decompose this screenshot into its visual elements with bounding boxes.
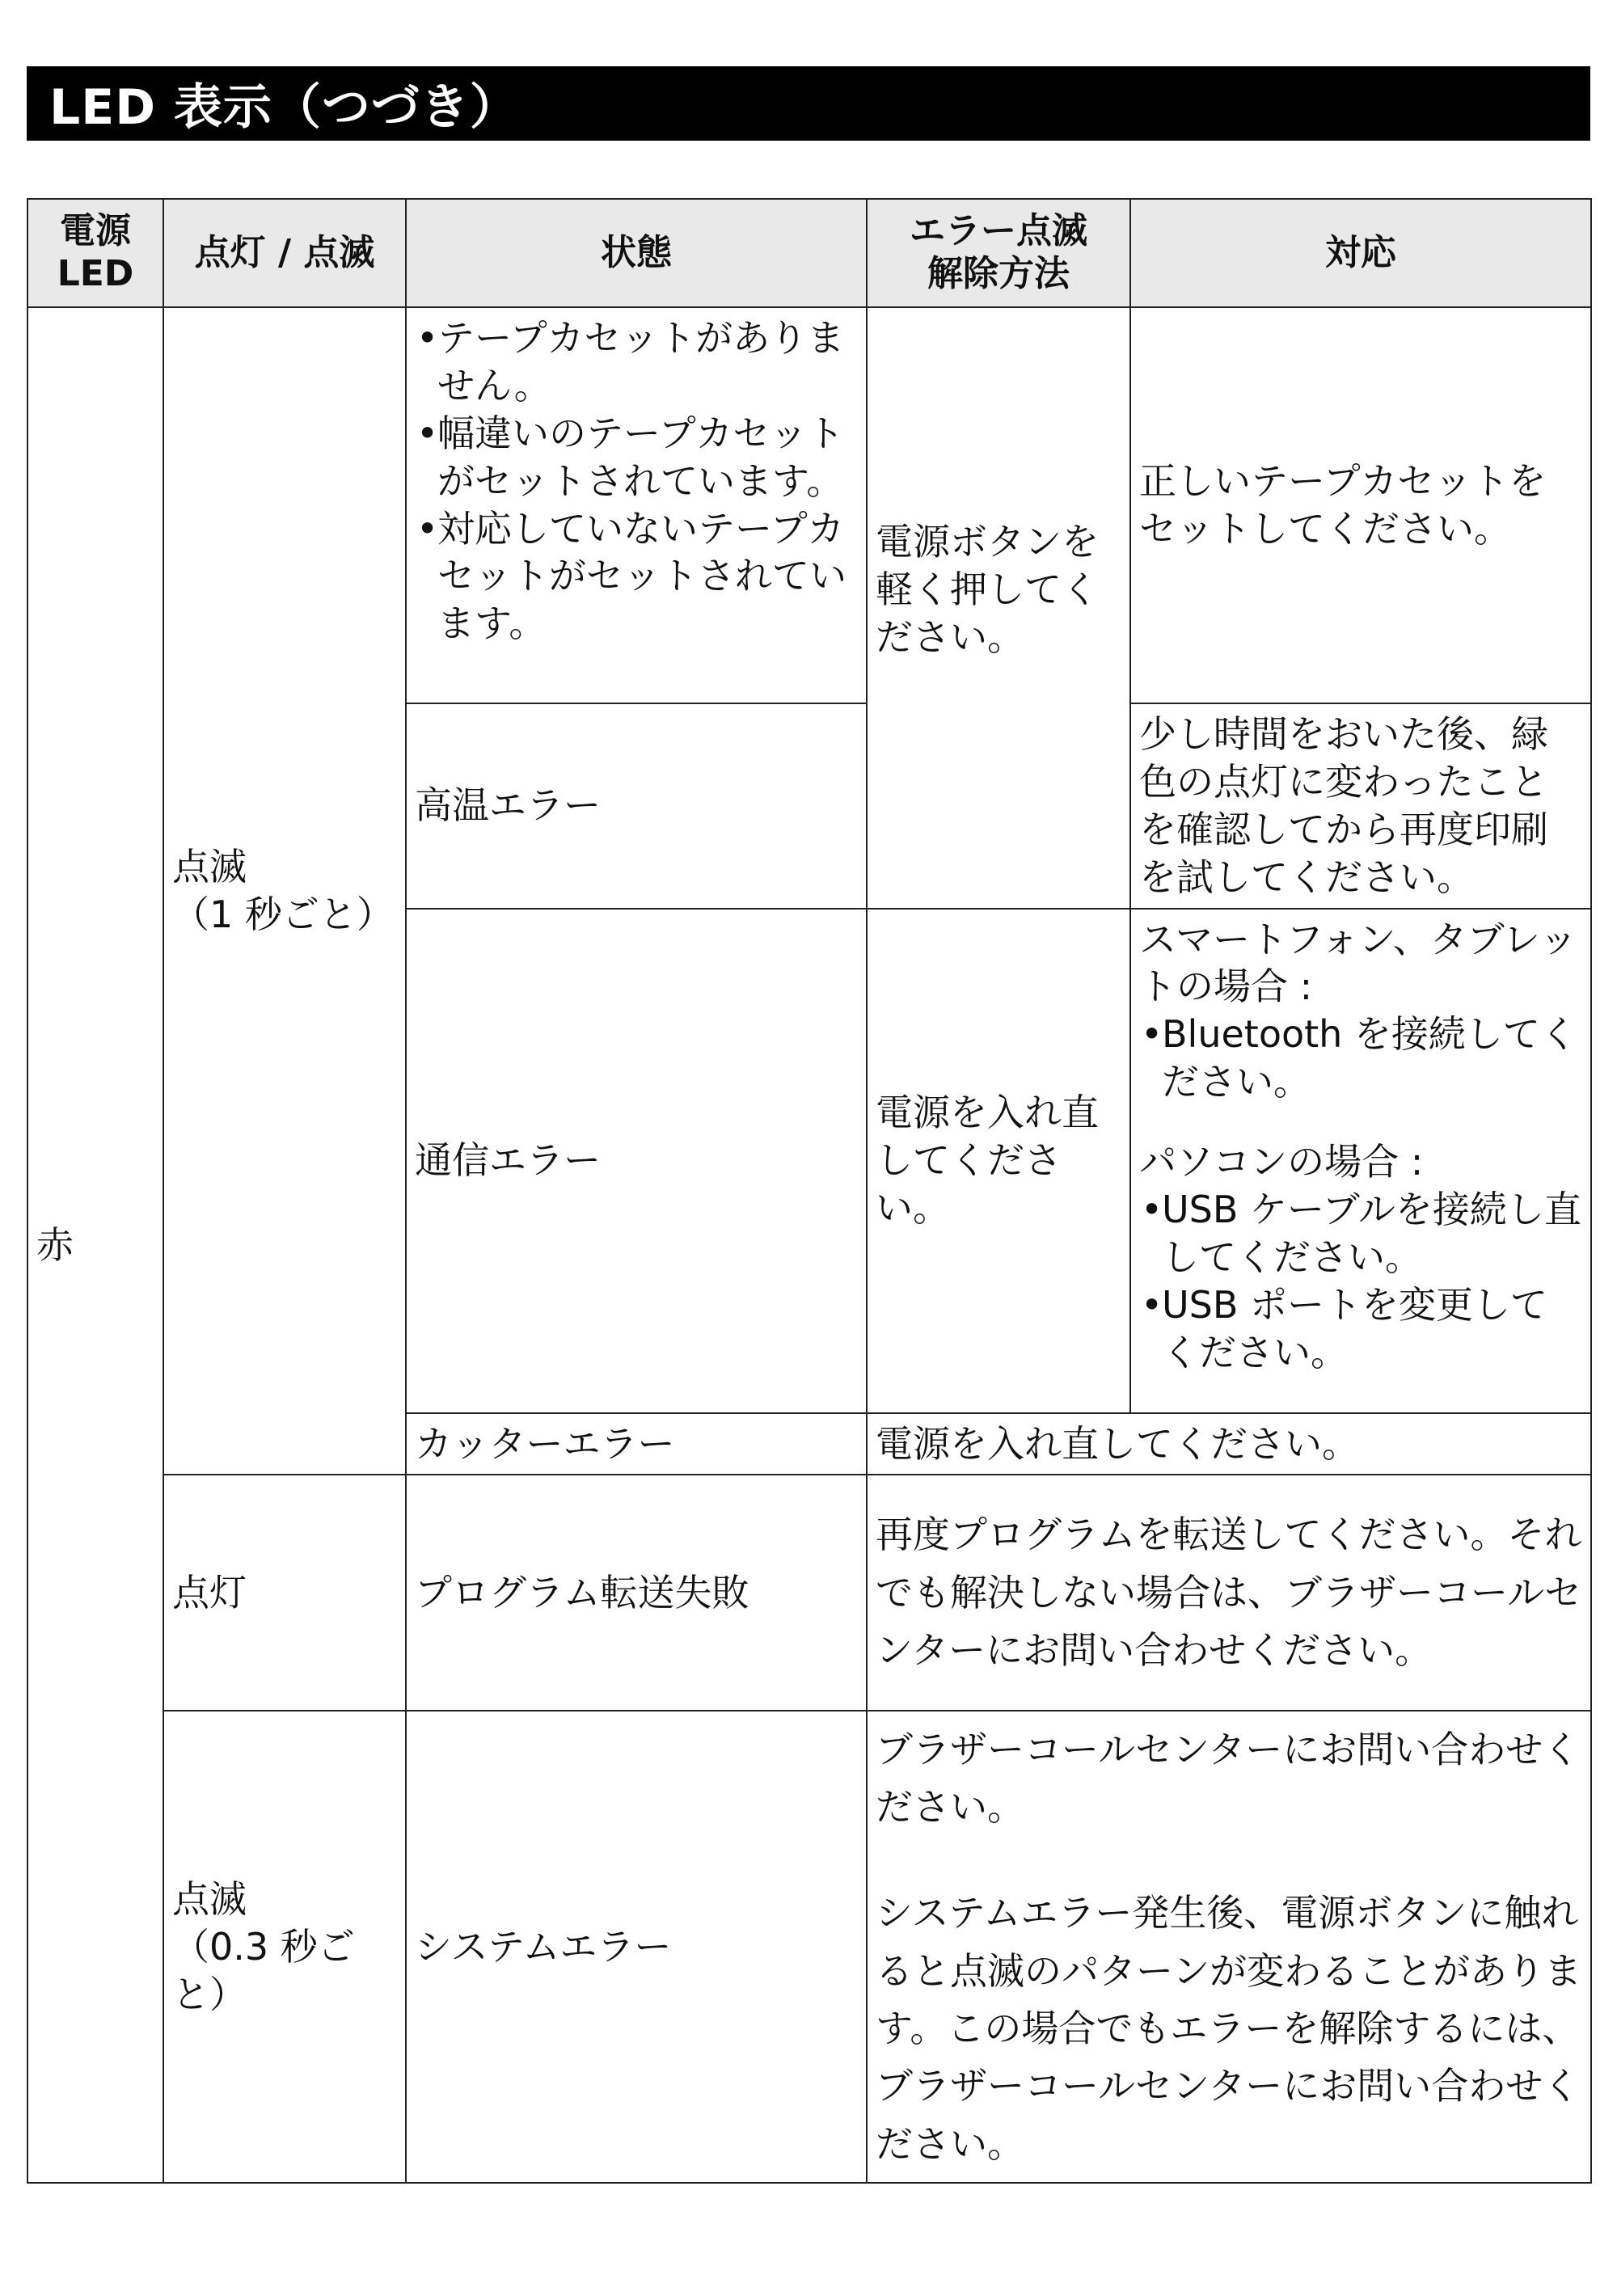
smartphone-heading: スマートフォン、タブレットの場合 : <box>1139 917 1577 1009</box>
program-fail-action-cell: 再度プログラムを転送してください。それでも解決しない場合は、ブラザーコールセンターにお問い合わせください。 <box>867 1475 1591 1711</box>
system-error-action-1: ブラザーコールセンターにお問い合わせください。 <box>876 1727 1581 1830</box>
cassette-action-cell: 正しいテープカセットをセットしてください。 <box>1130 307 1591 703</box>
comm-action-cell <box>1130 909 1591 1413</box>
table-header-row <box>27 199 1591 307</box>
system-error-action-2: システムエラー発生後、電源ボタンに触れると点滅のパターンが変わることがあります。この場合でもエラーを解除するには、ブラザーコールセンターにお問い合わせください。 <box>876 1891 1582 2166</box>
system-error-cell: システムエラー <box>406 1711 867 2183</box>
table-row <box>27 307 1591 703</box>
header-clear-method: エラー点滅 解除方法 <box>867 199 1130 307</box>
list-item: • Bluetooth を接続してください。 <box>1139 1011 1582 1106</box>
program-fail-cell: プログラム転送失敗 <box>406 1475 867 1711</box>
comm-clear-cell: 電源を入れ直してください。 <box>867 909 1130 1413</box>
header-power-led: 電源 LED <box>27 199 163 307</box>
blink-03s-cell: 点滅 （0.3 秒ごと） <box>163 1711 406 2183</box>
list-item: • 幅違いのテープカセットがセットされています。 <box>415 410 858 505</box>
blink-1s-cell: 点滅 （1 秒ごと） <box>163 307 406 1475</box>
header-on-blink: 点灯 / 点滅 <box>163 199 406 307</box>
steady-on-cell: 点灯 <box>163 1475 406 1711</box>
high-temp-cell: 高温エラー <box>406 703 867 909</box>
led-status-table <box>27 198 1592 2184</box>
list-item: • 対応していないテープカセットがセットされています。 <box>415 505 858 648</box>
list-item: • テープカセットがありません。 <box>415 314 858 410</box>
list-item: • USB ポートを変更してください。 <box>1139 1281 1582 1377</box>
cutter-error-cell: カッターエラー <box>406 1413 867 1475</box>
system-error-action-cell <box>867 1711 1591 2183</box>
table-row <box>27 1711 1591 2183</box>
cutter-action-cell: 電源を入れ直してください。 <box>867 1413 1591 1475</box>
header-action: 対応 <box>1130 199 1591 307</box>
header-status: 状態 <box>406 199 867 307</box>
pc-heading: パソコンの場合 : <box>1139 1140 1424 1184</box>
page-title: LED 表示（つづき） <box>27 66 1590 141</box>
table-row <box>27 1475 1591 1711</box>
led-color-red: 赤 <box>27 307 163 2183</box>
comm-error-cell: 通信エラー <box>406 909 867 1413</box>
high-temp-action-cell: 少し時間をおいた後、緑色の点灯に変わったことを確認してから再度印刷を試してください。 <box>1130 703 1591 909</box>
press-power-cell: 電源ボタンを軽く押してください。 <box>867 307 1130 909</box>
list-item: • USB ケーブルを接続し直してください。 <box>1139 1186 1582 1281</box>
cassette-status-cell <box>406 307 867 703</box>
